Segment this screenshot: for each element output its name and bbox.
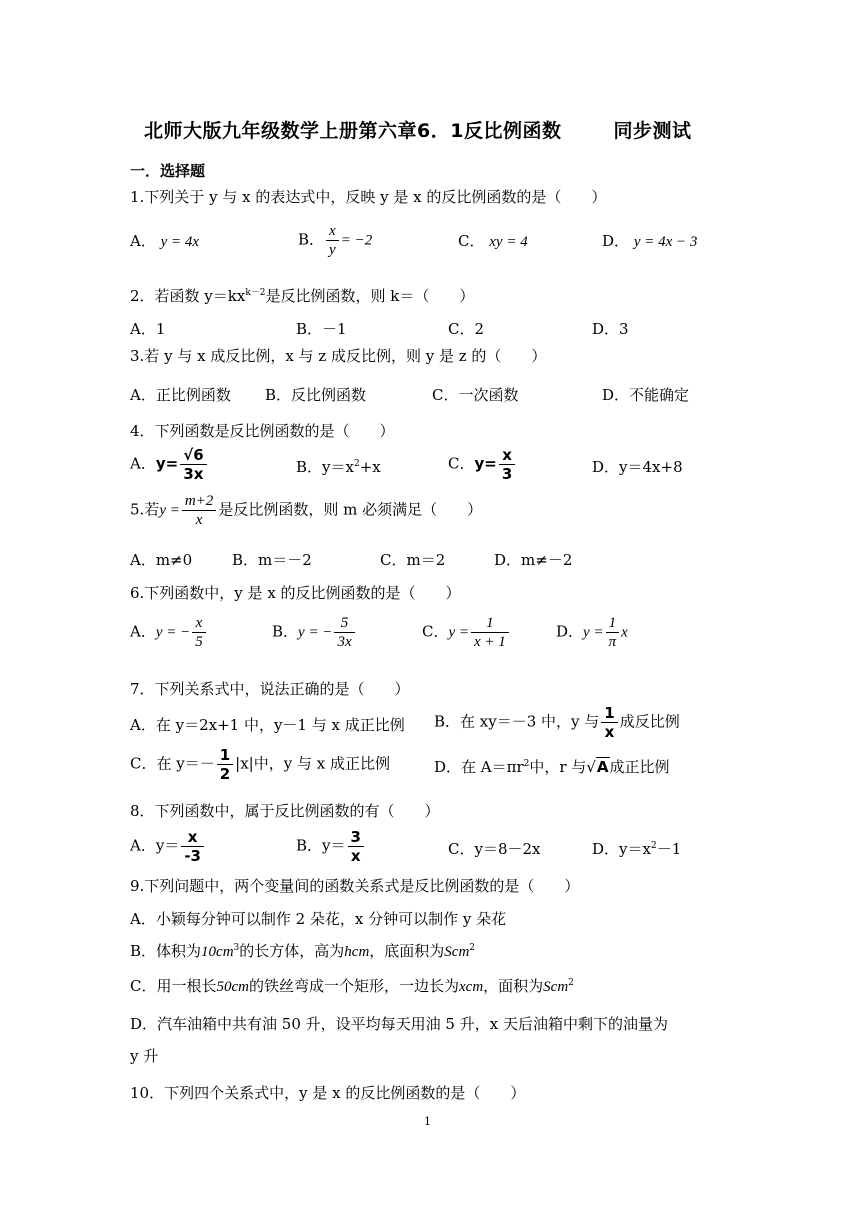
q1-option-c: C． xy = 4 — [458, 232, 528, 250]
question-1-stem: 1.下列关于 y 与 x 的表达式中，反映 y 是 x 的反比例函数的是（ ） — [130, 188, 607, 206]
q3-option-a: A．正比例函数 — [130, 386, 231, 404]
q2-option-d: D．3 — [592, 320, 629, 338]
section-heading: 一．选择题 — [130, 162, 206, 180]
q9-option-a: A．小颖每分钟可以制作 2 朵花，x 分钟可以制作 y 朵花 — [130, 910, 507, 928]
q7-option-c: C．在 y＝－ $\frac{1}{2}$ |x|中，y 与 x 成正比例 — [130, 746, 390, 783]
q4-option-b: B．$y=x^2+x$ — [296, 458, 381, 476]
q5-option-a: A．m≠0 — [130, 551, 193, 569]
q6-option-a: A．y = − $\frac{x}{5}$ — [130, 614, 208, 651]
q9-option-d-line1: D．汽车油箱中共有油 50 升，设平均每天用油 5 升，x 天后油箱中剩下的油量为 — [130, 1015, 668, 1033]
q9-option-c: C．用一根长50cm的铁丝弯成一个矩形，一边长为xcm，面积为Scm$^2$ — [130, 977, 574, 995]
q3-option-c: C．一次函数 — [432, 386, 519, 404]
q8-option-c: C．y＝8－2x — [448, 840, 541, 858]
question-8-stem: 8．下列函数中，属于反比例函数的有（ ） — [130, 802, 440, 820]
q6-option-c: C．y = $\frac{1}{x + 1}$ — [422, 614, 511, 651]
q5-option-b: B．m＝－2 — [232, 551, 312, 569]
q7-option-a: A．在 y＝2x+1 中，y－1 与 x 成正比例 — [130, 716, 405, 734]
question-9-stem: 9.下列问题中，两个变量间的函数关系式是反比例函数的是（ ） — [130, 877, 580, 895]
q3-option-d: D．不能确定 — [602, 386, 690, 404]
q2-option-a: A．1 — [130, 320, 166, 338]
q7-option-d: D．在 $A=\pi r^2$中，r 与√A成正比例 — [434, 758, 670, 776]
q3-option-b: B．反比例函数 — [265, 386, 367, 404]
page-title — [144, 116, 691, 143]
q9-option-d-line2: y 升 — [130, 1047, 159, 1065]
q4-option-c: C．y= $\frac{x}{3}$ — [448, 446, 517, 483]
q8-option-b: B．y＝ $\frac{3}{x}$ — [296, 828, 366, 865]
title-main: 北师大版九年级数学上册第六章6．1反比例函数 — [144, 120, 562, 142]
q6-option-d: D．y = $\frac{1}{\pi}$ x — [556, 615, 628, 650]
question-2-stem: 2．若函数 $y=kx^{k-2}$是反比例函数，则 k＝（ ） — [130, 287, 475, 305]
q1-option-a: A． y = 4x — [130, 232, 200, 250]
q4-option-d: D．y＝4x+8 — [592, 458, 683, 476]
question-3-stem: 3.若 y 与 x 成反比例，x 与 z 成反比例，则 y 是 z 的（ ） — [130, 347, 547, 365]
q1-option-d: D． y = 4x − 3 — [602, 232, 698, 250]
q8-option-a: A．y＝ $\frac{x}{-3}$ — [130, 828, 206, 865]
question-7-stem: 7．下列关系式中，说法正确的是（ ） — [130, 680, 410, 698]
q6-option-b: B．y = − $\frac{5}{3x}$ — [272, 614, 357, 651]
question-4-stem: 4．下列函数是反比例函数的是（ ） — [130, 422, 395, 440]
page-number: 1 — [424, 1115, 431, 1128]
q2-option-b: B．－1 — [296, 320, 347, 338]
q2-option-c: C．2 — [448, 320, 485, 338]
question-6-stem: 6.下列函数中，y 是 x 的反比例函数的是（ ） — [130, 584, 461, 602]
q5-option-c: C．m＝2 — [380, 551, 446, 569]
question-5-stem: 5.若y = $\frac{m+2}{x}$ 是反比例函数，则 m 必须满足（ ） — [130, 493, 483, 528]
q7-option-b: B．在 xy＝－3 中，y 与 $\frac{1}{x}$ 成反比例 — [434, 704, 680, 741]
q9-option-b: B．体积为$10cm^3$的长方体，高为hcm，底面积为Scm$^2$ — [130, 942, 476, 960]
title-suffix: 同步测试 — [613, 120, 692, 142]
q5-option-d: D．m≠－2 — [494, 551, 573, 569]
q1-option-b: B． $\frac{x}{y}$ = −2 — [298, 223, 373, 258]
q4-option-a: A．y= $\frac{√6}{3x}$ — [130, 446, 209, 483]
question-10-stem: 10．下列四个关系式中，y 是 x 的反比例函数的是（ ） — [130, 1084, 526, 1102]
q8-option-d: D．$y=x^2-1$ — [592, 840, 682, 858]
